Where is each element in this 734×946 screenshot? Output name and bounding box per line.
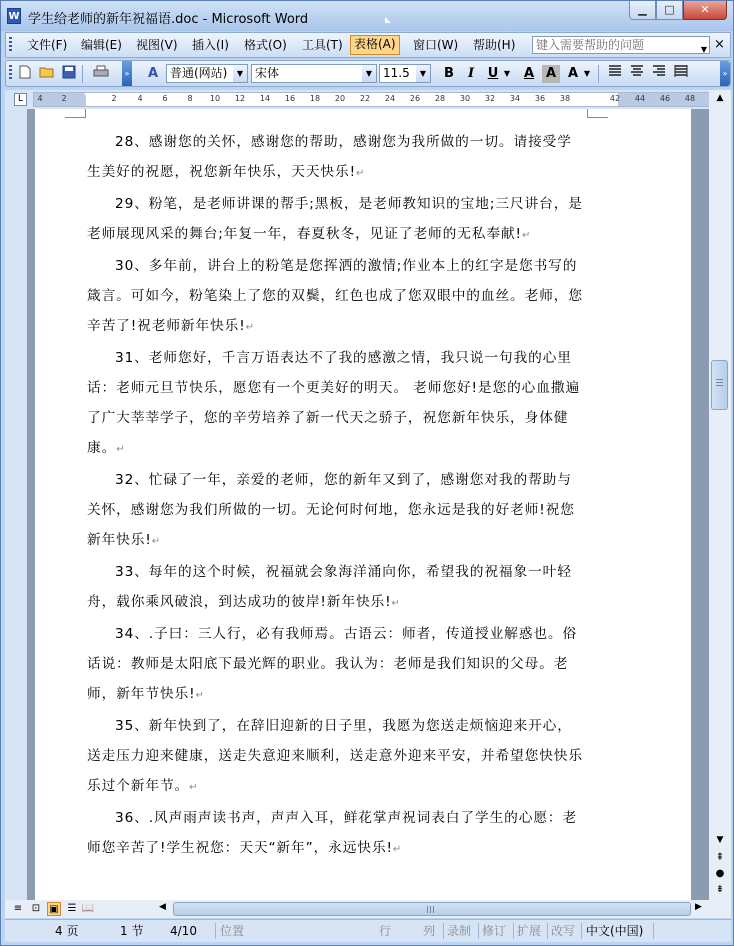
ruler-tick: 26 — [409, 94, 421, 103]
toolbar-separator — [82, 65, 83, 83]
status-separator — [581, 923, 582, 939]
status-section: 1 节 — [120, 924, 144, 938]
paragraph: 36、.风声雨声读书声，声声入耳，鲜花掌声祝词表白了学生的心愿：老师您辛苦了!学生祝您：天天“新年”，永远快乐!↵ — [87, 810, 578, 856]
toolbar-options-icon[interactable]: » — [720, 61, 730, 86]
chevron-down-icon[interactable]: ▼ — [416, 65, 430, 82]
ruler-tick: 48 — [684, 94, 696, 103]
ruler-tick: 38 — [559, 94, 571, 103]
outline-view-icon[interactable]: ☰ — [67, 903, 77, 914]
menu-help[interactable]: 帮助(H) — [473, 38, 516, 52]
horizontal-ruler[interactable] — [33, 92, 711, 107]
word-doc-icon: W — [7, 8, 21, 24]
status-bar — [5, 919, 731, 942]
paragraph-mark-icon: ↵ — [116, 444, 126, 455]
paragraph: 32、忙碌了一年，亲爱的老师，您的新年又到了，感谢您对我的帮助与关怀，感谢您为我们所做的一切。无论何时何地，您永远是我的好老师!祝您新年快乐!↵ — [87, 472, 575, 548]
ruler-tick: 28 — [434, 94, 446, 103]
ruler-tick: 8 — [187, 94, 193, 103]
scroll-right-icon[interactable]: ▶ — [695, 902, 702, 912]
chevron-down-icon[interactable]: ▼ — [362, 65, 376, 82]
horizontal-scrollbar-row — [5, 900, 731, 918]
paragraph: 29、粉笔，是老师讲课的帮手;黑板，是老师教知识的宝地;三尺讲台，是老师展现风采的舞台;年复一年，春夏秋冬，见证了老师的无私奉献!↵ — [87, 196, 583, 242]
status-separator — [653, 923, 654, 939]
reading-layout-view-icon[interactable]: 📖 — [81, 903, 95, 914]
paragraph: 30、多年前，讲台上的粉笔是您挥洒的激情;作业本上的红字是您书写的箴言。可如今，粉笔染上了您的双鬓，红色也成了您双眼中的血丝。老师，您辛苦了!祝老师新年快乐!↵ — [87, 258, 583, 334]
ruler-tick: 22 — [359, 94, 371, 103]
help-placeholder: 键入需要帮助的问题 — [536, 38, 645, 52]
character-shading-button[interactable]: A — [542, 65, 560, 83]
chevron-down-icon[interactable]: ▼ — [233, 65, 247, 82]
menu-insert[interactable]: 插入(I) — [192, 38, 229, 52]
menu-bar — [5, 32, 731, 58]
open-folder-icon[interactable] — [38, 65, 56, 83]
font-size-value: 11.5 — [383, 66, 410, 80]
ruler-tick: 12 — [234, 94, 246, 103]
menu-window[interactable]: 窗口(W) — [413, 38, 459, 52]
window-title: 学生给老师的新年祝福语.doc - Microsoft Word — [28, 12, 309, 27]
window-controls — [629, 1, 727, 21]
status-page: 4 页 — [55, 924, 79, 938]
font-value: 宋体 — [255, 66, 280, 80]
normal-view-icon[interactable]: ≡ — [13, 903, 23, 914]
font-dropdown[interactable] — [251, 64, 377, 83]
grip-icon — [716, 379, 723, 388]
toolbar-separator — [598, 65, 599, 83]
print-icon[interactable] — [92, 65, 110, 83]
web-layout-view-icon[interactable]: ⊡ — [31, 903, 41, 914]
ruler-tick: 36 — [534, 94, 546, 103]
save-icon[interactable] — [60, 65, 78, 83]
vertical-scrollbar[interactable] — [709, 90, 731, 900]
paragraph-mark-icon: ↵ — [355, 168, 366, 179]
menu-tools[interactable]: 工具(T) — [302, 38, 343, 52]
toolbar-options-icon[interactable]: » — [122, 61, 132, 86]
styles-formatting-icon[interactable]: A — [147, 66, 159, 81]
help-question-input[interactable] — [532, 36, 710, 54]
document-body[interactable] — [87, 127, 585, 865]
paragraph-mark-icon: ↵ — [392, 844, 403, 855]
chevron-down-icon[interactable]: ▼ — [700, 45, 707, 54]
ruler-tick: 2 — [111, 94, 117, 103]
ruler-tick: 4 — [137, 94, 143, 103]
new-document-icon[interactable] — [16, 65, 34, 83]
document-page[interactable] — [35, 109, 691, 900]
paragraph-mark-icon: ↵ — [391, 598, 401, 609]
chevron-down-icon[interactable]: ▼ — [583, 69, 591, 78]
maximize-button[interactable]: □ — [656, 1, 683, 20]
underline-button[interactable]: U — [487, 66, 499, 81]
ruler-tick: 16 — [284, 94, 296, 103]
align-right-icon[interactable] — [650, 65, 668, 83]
print-layout-view-icon[interactable]: ▣ — [47, 902, 61, 916]
ruler-tick: 44 — [634, 94, 646, 103]
style-value: 普通(网站) — [170, 66, 228, 80]
ruler-tick: 18 — [309, 94, 321, 103]
right-indent-marker[interactable] — [584, 100, 592, 106]
paragraph-mark-icon: ↵ — [195, 690, 205, 701]
distributed-align-icon[interactable] — [672, 65, 690, 83]
status-separator — [547, 923, 548, 939]
status-separator — [478, 923, 479, 939]
ruler-tick: 6 — [162, 94, 168, 103]
mouse-cursor-icon — [385, 17, 391, 23]
ruler-tick: 42 — [609, 94, 621, 103]
status-extend[interactable]: 扩展 — [517, 924, 542, 938]
menu-file[interactable]: 文件(F) — [27, 38, 68, 52]
ruler-tick: 2 — [61, 94, 67, 103]
ruler-tick: 34 — [509, 94, 521, 103]
align-justify-icon[interactable] — [606, 65, 624, 83]
toolbar-grip-icon[interactable] — [9, 65, 12, 81]
status-overtype[interactable]: 改写 — [551, 924, 576, 938]
italic-button[interactable]: I — [467, 66, 475, 81]
status-column: 列 — [423, 924, 436, 938]
grip-icon — [427, 906, 436, 913]
ruler-tick: 24 — [384, 94, 396, 103]
menu-format[interactable]: 格式(O) — [244, 38, 287, 52]
ruler-tick: 46 — [659, 94, 671, 103]
vertical-scroll-thumb[interactable] — [711, 360, 728, 410]
margin-corner-mark — [65, 109, 86, 118]
font-size-dropdown[interactable] — [379, 64, 431, 83]
menu-view[interactable]: 视图(V) — [136, 38, 178, 52]
select-browse-object-icon[interactable]: ● — [715, 868, 725, 879]
style-dropdown[interactable] — [166, 64, 248, 83]
minimize-button[interactable]: ▁ — [629, 1, 656, 20]
chevron-down-icon[interactable]: ▼ — [503, 69, 511, 78]
paragraph: 33、每年的这个时候，祝福就会象海洋涌向你，希望我的祝福象一叶轻舟，载你乘风破浪，到达成功的彼岸!新年快乐!↵ — [87, 564, 572, 610]
status-page-of: 4/10 — [170, 924, 197, 938]
paragraph-mark-icon: ↵ — [151, 536, 162, 547]
paragraph-mark-icon: ↵ — [245, 322, 255, 333]
bold-button[interactable]: B — [444, 66, 454, 81]
status-line: 行 — [379, 924, 392, 938]
paragraph: 31、老师您好，千言万语表达不了我的感激之情，我只说一句我的心里话：老师元旦节快乐，愿您有一个更美好的明天。 老师您好!是您的心血撒遍了广大莘莘学子，您的辛劳培养了新一代天之骄子，祝您新年快乐，身体健康。↵ — [87, 350, 581, 456]
horizontal-scroll-thumb[interactable] — [173, 902, 691, 916]
horizontal-ruler-row — [5, 90, 731, 109]
paragraph-mark-icon: ↵ — [189, 782, 199, 793]
align-center-icon[interactable] — [628, 65, 646, 83]
document-area — [5, 109, 709, 900]
ruler-tick: 4 — [37, 94, 43, 103]
scroll-left-icon[interactable]: ◀ — [159, 902, 166, 912]
scroll-down-icon[interactable]: ▼ — [716, 835, 724, 845]
status-separator — [443, 923, 444, 939]
toolbar-grip-icon[interactable] — [9, 37, 12, 53]
scroll-up-icon[interactable]: ▲ — [716, 93, 724, 103]
margin-corner-mark — [587, 109, 608, 118]
status-record[interactable]: 录制 — [447, 924, 472, 938]
close-button[interactable]: ✕ — [683, 1, 727, 20]
paragraph: 35、新年快到了，在辞旧迎新的日子里，我愿为您送走烦恼迎来开心，送走压力迎来健康，送走失意迎来顺利，送走意外迎来平安，并希望您快快乐乐过个新年节。↵ — [87, 718, 583, 794]
status-separator — [215, 923, 216, 939]
status-language[interactable]: 中文(中国) — [586, 924, 644, 938]
paragraph-mark-icon: ↵ — [521, 230, 532, 241]
status-track-changes[interactable]: 修订 — [482, 924, 507, 938]
formatting-toolbar — [5, 60, 731, 87]
paragraph: 28、感谢您的关怀，感谢您的帮助，感谢您为我所做的一切。请接受学生美好的祝愿，祝您新年快乐，天天快乐!↵ — [87, 134, 572, 180]
menu-table[interactable]: 表格(A) — [350, 35, 400, 55]
text-effect-button[interactable]: A — [567, 66, 579, 81]
ruler-tick: 32 — [484, 94, 496, 103]
ruler-tick: 14 — [259, 94, 271, 103]
ruler-tick: 30 — [459, 94, 471, 103]
previous-page-icon[interactable]: ⇞ — [715, 852, 725, 863]
next-page-icon[interactable]: ⇟ — [715, 884, 725, 895]
close-document-button[interactable]: × — [714, 37, 725, 52]
tab-selector[interactable]: L — [14, 93, 27, 106]
title-bar — [1, 1, 733, 31]
first-line-indent-marker[interactable] — [84, 93, 92, 99]
status-separator — [513, 923, 514, 939]
ruler-tick: 10 — [209, 94, 221, 103]
menu-edit[interactable]: 编辑(E) — [81, 38, 122, 52]
font-color-button[interactable]: A — [523, 66, 535, 81]
vertical-ruler[interactable] — [5, 109, 27, 900]
paragraph: 34、.子曰：三人行，必有我师焉。古语云：师者，传道授业解惑也。俗话说：教师是太阳底下最光辉的职业。我认为：老师是我们知识的父母。老师，新年节快乐!↵ — [87, 626, 578, 702]
status-position: 位置 — [220, 924, 245, 938]
ruler-tick: 20 — [334, 94, 346, 103]
